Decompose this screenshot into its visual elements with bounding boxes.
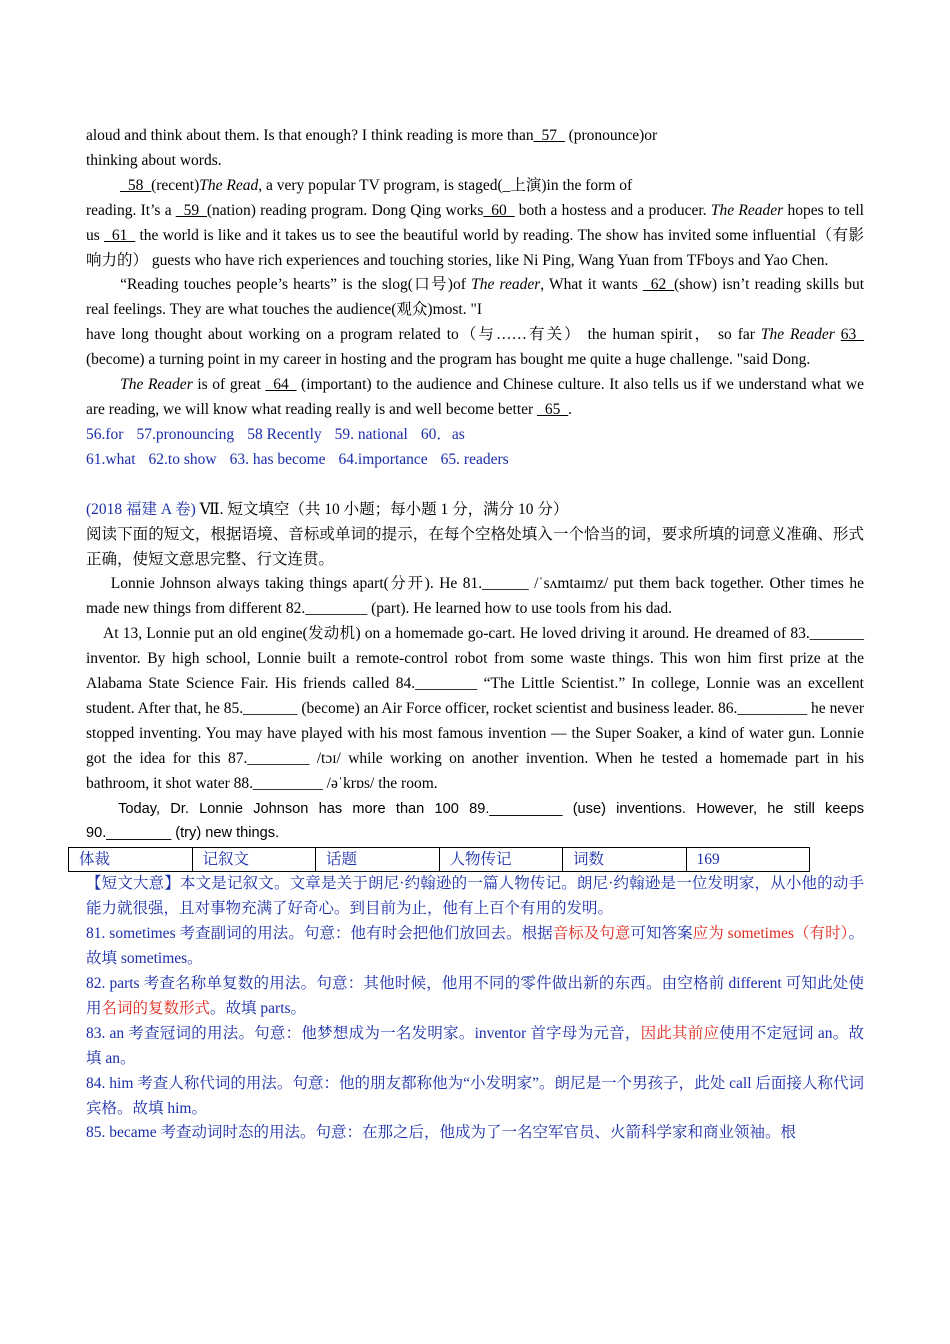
blank-62: _62_ xyxy=(642,276,674,294)
section2-instructions: 阅读下面的短文，根据语境、音标或单词的提示，在每个空格处填入一个恰当的词，要求所填的词意义准确、形式正确，使短文意思完整、行文连贯。 xyxy=(86,525,864,568)
answer-61: 61.what xyxy=(86,450,136,468)
blank-64: _64_ xyxy=(265,376,297,394)
passage-summary: 【短文大意】本文是记叙文。文章是关于朗尼·约翰逊的一篇人物传记。朗尼·约翰逊是一位发明家，从小他的动手能力就很强，且对事物充满了好奇心。到目前为止，他有上百个有用的发明。 xyxy=(86,875,864,918)
answer-65: 65. readers xyxy=(440,450,509,468)
answer-63: 63. has become xyxy=(229,450,326,468)
blank-60: _60_ xyxy=(483,201,515,219)
genre-label: 体裁 xyxy=(69,848,193,872)
blank-59: _59_ xyxy=(175,201,207,219)
blank-61: _61_ xyxy=(104,226,136,244)
blank-65: _65_ xyxy=(537,400,569,418)
explanation-84: 84. him 考查人称代词的用法。句意：他的朋友都称他为“小发明家”。朗尼是一个男孩子，此处 call 后面接人称代词宾格。故填 him。 xyxy=(86,1074,864,1117)
explanation-85: 85. became 考查动词时态的用法。句意：在那之后，他成为了一名空军官员、火箭科学家和商业领袖。根 xyxy=(86,1124,796,1142)
source-label: (2018 福建 A 卷) xyxy=(86,500,196,518)
explanation-83: 83. an 考查冠词的用法。句意：他梦想成为一名发明家。inventor 首字母为元音，因此其前应使用不定冠词 an。故填 an。 xyxy=(86,1024,864,1067)
passage1-paragraph-63: have long thought about working on a program related to（与……有关） the human spirit， so far The Reader 63_ (become) a turning point in my career in hosting and the program has bought me quite a huge challenge. "said Dong. xyxy=(86,326,865,369)
blank-57: _57_ xyxy=(533,127,565,144)
answer-59: 59. national xyxy=(334,425,408,443)
passage-info-table xyxy=(68,847,810,872)
explanation-82: 82. parts 考查名称单复数的用法。句意：其他时候，他用不同的零件做出新的东西。由空格前 different 可知此处使用名词的复数形式。故填 parts。 xyxy=(86,975,864,1017)
word-count-label: 词数 xyxy=(563,848,687,872)
answer-62: 62.to show xyxy=(148,450,217,468)
answer-key-row-2 xyxy=(86,448,864,473)
answer-64: 64.importance xyxy=(338,450,428,468)
genre-value: 记叙文 xyxy=(192,848,316,872)
blank-63: 63_ xyxy=(840,326,865,344)
passage1-paragraph-59: reading. It’s a _59_(nation) reading program. Dong Qing works_60_ both a hostess and a producer. The Reader hopes to tell us _61_ the world is like and it takes us to see the beautiful world by reading. The show has invited some influential（有影响力的） guests who have rich experiences and touching stories, like Ni Ping, Wang Yuan from TFboys and Yao Chen. xyxy=(86,201,864,269)
section2-paragraph-2: At 13, Lonnie put an old engine(发动机) on a homemade go-cart. He loved driving it around. He dreamed of 83._______ inventor. By high school, Lonnie built a remote-control robot from some waste things. This won him first prize at the Alabama State Science Fair. His friends called 84.________ “The Little Scientist.” In college, Lonnie was an excellent student. After that, he 85._______ (become) an Air Force officer, rocket scientist and business leader. 86._________ he never stopped inventing. You may have played with his most famous invention — the Super Soaker, a kind of water gun. Lonnie got the idea for this 87.________ /tɔɪ/ while working on another invention. When he tested a homemade part in his bathroom, it shot water 88._________ /əˈkrɒs/ the room. xyxy=(86,625,864,792)
answer-56: 56.for xyxy=(86,425,124,443)
passage1-paragraph-62: “Reading touches people’s hearts” is the slog(口号)of The reader, What it wants _62_(show) isn’t reading skills but real feelings. They are what touches the audience(观众)most. "I xyxy=(86,276,865,319)
answer-58: 58 Recently xyxy=(247,425,322,443)
section2-heading: (2018 福建 A 卷) Ⅶ. 短文填空（共 10 小题；每小题 1 分，满分 10 分） xyxy=(86,500,569,518)
section2-paragraph-1: Lonnie Johnson always taking things apart(分开). He 81.______ /ˈsʌmtaɪmz/ put them back together. Other times he made new things from different 82.________ (part). He learned how to use tools from his dad. xyxy=(86,575,864,618)
answer-key-row-1 xyxy=(86,423,864,448)
word-count-value: 169 xyxy=(686,848,810,872)
section2-paragraph-3: Today, Dr. Lonnie Johnson has more than 100 89._________ (use) inventions. However, he still keeps 90.________ (try) new things. xyxy=(86,800,864,842)
topic-label: 话题 xyxy=(316,848,440,872)
document-page xyxy=(79,124,865,1146)
passage1-line2: thinking about words. xyxy=(86,151,222,169)
passage1-line1: aloud and think about them. Is that enough? I think reading is more than_57_ (pronounce)or xyxy=(86,127,658,144)
explanation-81: 81. sometimes 考查副词的用法。句意：他有时会把他们放回去。根据音标及句意可知答案应为 sometimes（有时）。故填 sometimes。 xyxy=(86,925,864,968)
answer-57: 57.pronouncing xyxy=(136,425,235,443)
passage1-paragraph-64: The Reader is of great _64_ (important) to the audience and Chinese culture. It also tells us if we understand what we are reading, we will know what reading really is and well become better _65_. xyxy=(86,376,865,418)
answer-60: 60．as xyxy=(420,425,465,443)
topic-value: 人物传记 xyxy=(439,848,563,872)
blank-58: _58_ xyxy=(120,176,152,194)
section-spacer xyxy=(86,473,864,498)
passage1-paragraph-58: _58_(recent)The Read, a very popular TV program, is staged(_上演)in the form of xyxy=(120,176,633,194)
